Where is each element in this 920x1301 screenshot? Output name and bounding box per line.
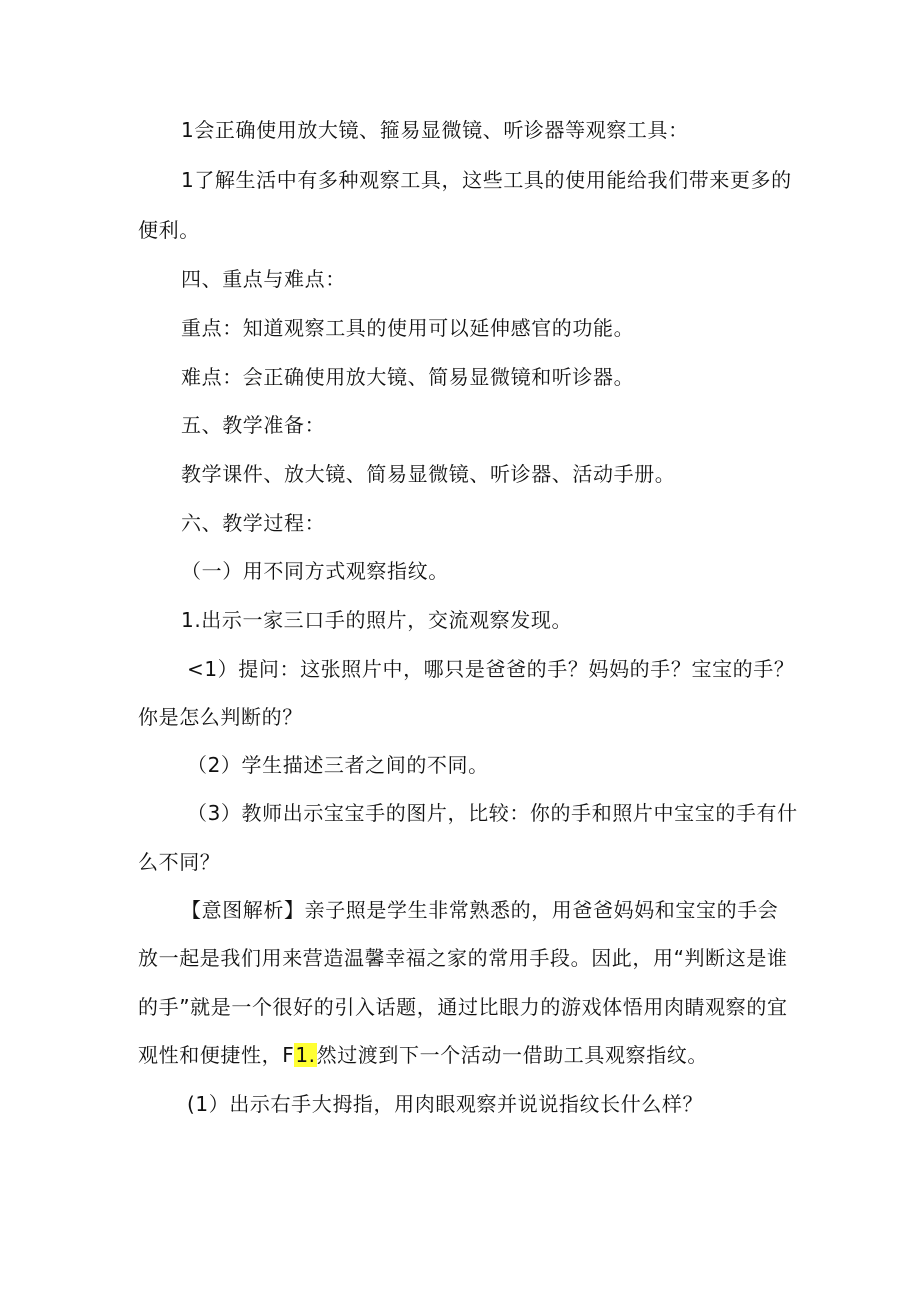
key-point-text: 重点：知道观察工具的使用可以延伸感官的功能。 xyxy=(181,316,635,340)
question-1-line-1: <1）提问：这张照片中，哪只是爸爸的手？妈妈的手？宝宝的手？ xyxy=(187,657,795,681)
section-heading-process: 六、教学过程： xyxy=(181,511,326,535)
objective-line-1: 1会正确使用放大镜、箍易显微镜、听诊器等观察工具： xyxy=(181,118,689,142)
step-1-text: 1.出示一家三口手的照片，交流观察发现。 xyxy=(181,608,573,632)
intent-analysis-line-4 xyxy=(138,1043,708,1067)
intent-analysis-line-4-pre: 观性和便捷性，F xyxy=(138,1043,295,1067)
section-heading-key-points: 四、重点与难点： xyxy=(181,267,346,291)
section-heading-preparation: 五、教学准备： xyxy=(181,413,326,437)
objective-line-2: 1了解生活中有多种观察工具，这些工具的使用能给我们带来更多的 xyxy=(181,168,792,192)
question-3-line-2: 么不同？ xyxy=(138,850,221,874)
subsection-heading-fingerprint: （一）用不同方式观察指纹。 xyxy=(181,559,449,583)
intent-analysis-line-2: 放一起是我们用来营造温馨幸福之家的常用手段。因此，用“判断这是谁 xyxy=(138,946,788,970)
question-3-line-1: （3）教师出示宝宝手的图片，比较：你的手和照片中宝宝的手有什 xyxy=(187,801,798,825)
intent-analysis-line-1: 【意图解析】亲子照是学生非常熟悉的，用爸爸妈妈和宝宝的手会 xyxy=(181,898,779,922)
highlighted-text: 1. xyxy=(295,1043,316,1067)
difficulty-text: 难点：会正确使用放大镜、简易显微镜和听诊器。 xyxy=(181,365,635,389)
question-1-line-2: 你是怎么判断的？ xyxy=(138,705,303,729)
objective-line-2-cont: 便利。 xyxy=(138,218,200,242)
intent-analysis-line-4-post: 然过渡到下一个活动一借助工具观察指纹。 xyxy=(316,1043,709,1067)
question-2-text: （2）学生描述三者之间的不同。 xyxy=(187,753,489,777)
preparation-text: 教学课件、放大镜、简易显微镜、听诊器、活动手册。 xyxy=(181,462,676,486)
observe-thumb-text: (1）出示右手大拇指，用肉眼观察并说说指纹长什么样？ xyxy=(187,1092,704,1116)
intent-analysis-line-3: 的手”就是一个很好的引入话题，通过比眼力的游戏体悟用肉睛观察的宜 xyxy=(138,995,788,1019)
